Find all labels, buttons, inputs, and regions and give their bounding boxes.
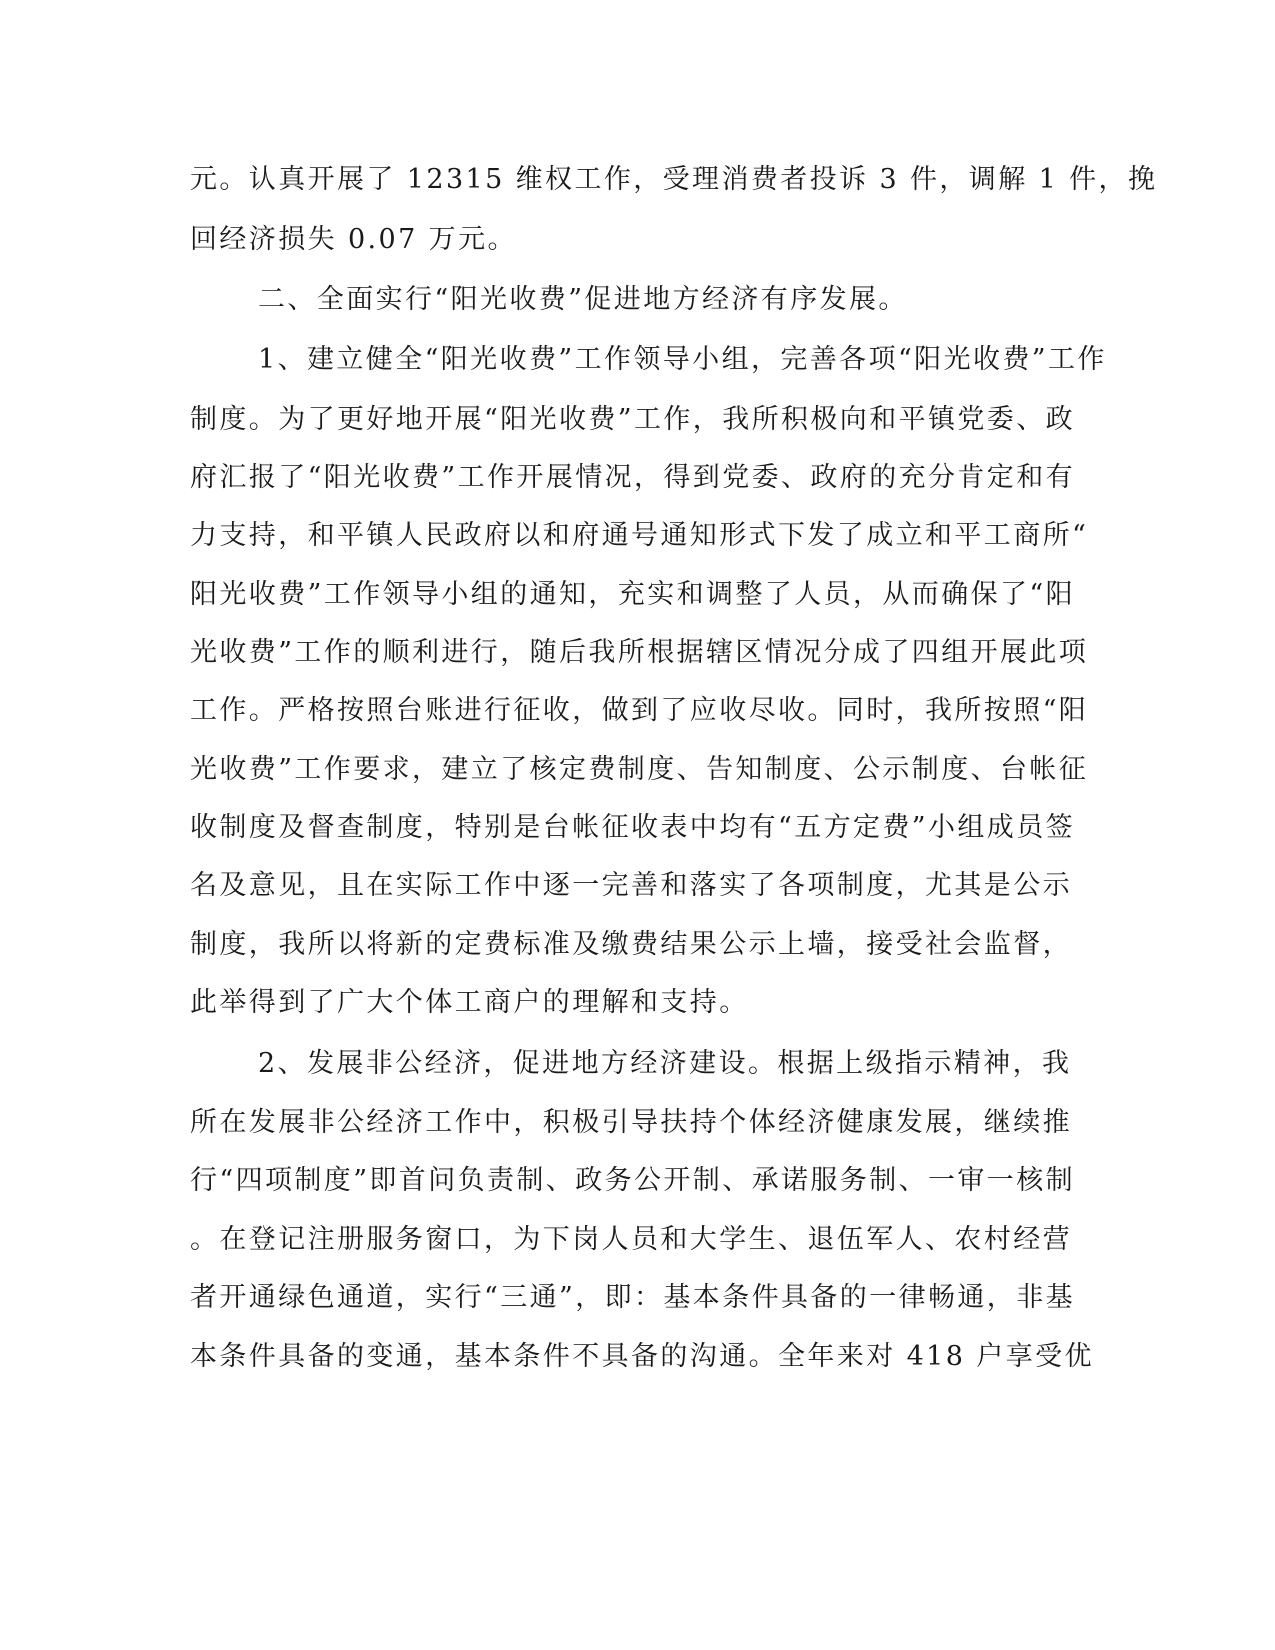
text-line: 力支持，和平镇人民政府以和府通号通知形式下发了成立和平工商所“ bbox=[190, 520, 1089, 551]
section-heading: 二、全面实行“阳光收费”促进地方经济有序发展。 bbox=[258, 284, 908, 315]
paragraph-start: 2、发展非公经济，促进地方经济建设。根据上级指示精神，我 bbox=[258, 1048, 1072, 1079]
text-line: 回经济损失 0.07 万元。 bbox=[190, 224, 517, 255]
text-line: 制度，我所以将新的定费标准及缴费结果公示上墙，接受社会监督， bbox=[190, 929, 1072, 960]
text-line: 名及意见，且在实际工作中逐一完善和落实了各项制度，尤其是公示 bbox=[190, 870, 1072, 901]
text-line: 者开通绿色通道，实行“三通”，即：基本条件具备的一律畅通，非基 bbox=[190, 1282, 1076, 1313]
text-line: 行“四项制度”即首问负责制、政务公开制、承诺服务制、一审一核制 bbox=[190, 1165, 1076, 1196]
text-line: 制度。为了更好地开展“阳光收费”工作，我所积极向和平镇党委、政 bbox=[190, 404, 1076, 435]
text-line: 所在发展非公经济工作中，积极引导扶持个体经济健康发展，继续推 bbox=[190, 1107, 1072, 1138]
text-line: 收制度及督查制度，特别是台帐征收表中均有“五方定费”小组成员签 bbox=[190, 812, 1076, 843]
text-line: 工作。严格按照台账进行征收，做到了应收尽收。同时，我所按照“阳 bbox=[190, 695, 1089, 726]
text-line: 阳光收费”工作领导小组的通知，充实和调整了人员，从而确保了“阳 bbox=[190, 579, 1076, 610]
text-line: 光收费”工作要求，建立了核定费制度、告知制度、公示制度、台帐征 bbox=[190, 754, 1089, 785]
text-line: 元。认真开展了 12315 维权工作，受理消费者投诉 3 件，调解 1 件，挽 bbox=[190, 164, 1158, 195]
text-line: 府汇报了“阳光收费”工作开展情况，得到党委、政府的充分肯定和有 bbox=[190, 462, 1076, 493]
text-line: 。在登记注册服务窗口，为下岗人员和大学生、退伍军人、农村经营 bbox=[190, 1224, 1072, 1255]
text-line: 光收费”工作的顺利进行，随后我所根据辖区情况分成了四组开展此项 bbox=[190, 637, 1089, 668]
paragraph-start: 1、建立健全“阳光收费”工作领导小组，完善各项“阳光收费”工作 bbox=[258, 344, 1107, 375]
text-line: 本条件具备的变通，基本条件不具备的沟通。全年来对 418 户享受优 bbox=[190, 1341, 1094, 1372]
text-line: 此举得到了广大个体工商户的理解和支持。 bbox=[190, 987, 749, 1018]
